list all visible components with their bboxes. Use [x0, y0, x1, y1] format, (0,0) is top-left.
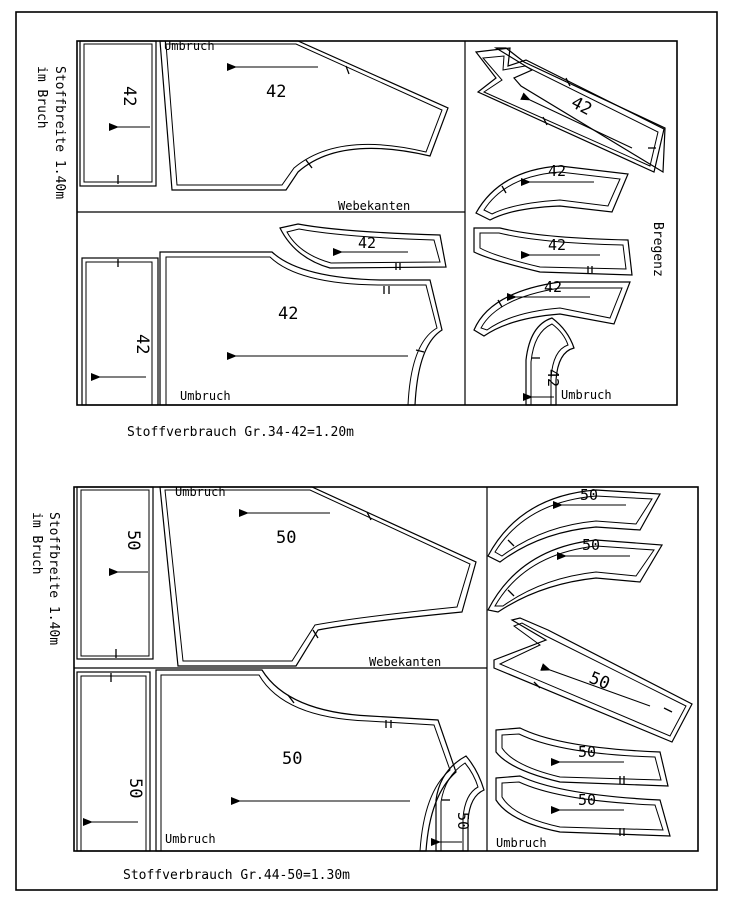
fold-note-label: im Bruch — [34, 66, 49, 129]
selvage-label: Webekanten — [369, 655, 442, 669]
size-label: 42 — [266, 82, 287, 102]
pattern-piece-front — [160, 487, 476, 666]
layout-2 — [29, 485, 698, 883]
fabric-width-label: Stoffbreite 1.40m — [52, 66, 67, 200]
pattern-piece-cuff — [476, 162, 628, 220]
pattern-piece-strip — [77, 672, 150, 851]
fold-label: Umbruch — [561, 388, 612, 402]
side-label: Bregenz — [650, 222, 665, 277]
size-label: 50 — [276, 528, 297, 548]
fabric-panel — [77, 41, 677, 405]
size-label: 42 — [544, 369, 562, 388]
pattern-piece-facing — [474, 278, 630, 336]
size-label: 50 — [125, 778, 145, 799]
size-label: 50 — [123, 530, 143, 551]
pattern-piece-collar — [280, 224, 446, 270]
pattern-piece-collar-band — [474, 228, 632, 275]
pattern-piece-sleeve — [476, 48, 665, 172]
size-label: 50 — [578, 791, 597, 809]
fold-label: Umbruch — [496, 836, 547, 850]
size-label: 50 — [578, 743, 597, 761]
consumption-label: Stoffverbrauch Gr.34-42=1.20m — [127, 425, 354, 440]
pattern-piece-sleeve — [494, 618, 692, 742]
fold-label: Umbruch — [180, 389, 231, 403]
size-label: 42 — [119, 86, 139, 107]
fold-note-label: im Bruch — [29, 512, 44, 575]
consumption-label: Stoffverbrauch Gr.44-50=1.30m — [123, 868, 350, 883]
fold-label: Umbruch — [165, 832, 216, 846]
pattern-piece-back — [156, 670, 456, 851]
size-label: 50 — [454, 812, 472, 831]
size-label: 50 — [580, 486, 599, 504]
pattern-piece-strip — [82, 258, 158, 405]
size-label: 50 — [586, 668, 613, 695]
pattern-piece-cuff — [488, 486, 660, 562]
selvage-label: Webekanten — [338, 199, 411, 213]
size-label: 42 — [358, 234, 377, 252]
layout-1 — [34, 39, 677, 440]
size-label: 42 — [548, 162, 567, 180]
size-label: 42 — [132, 334, 152, 355]
size-label: 50 — [282, 749, 303, 769]
size-label: 42 — [548, 236, 567, 254]
size-label: 42 — [567, 92, 596, 121]
size-label: 42 — [278, 304, 299, 324]
pattern-piece-strip — [77, 487, 153, 659]
page-frame — [16, 12, 717, 890]
pattern-piece-front — [160, 41, 448, 190]
pattern-piece-strip — [80, 41, 156, 186]
pattern-piece-back — [160, 252, 442, 405]
fabric-panel — [74, 487, 698, 851]
size-label: 50 — [582, 536, 601, 554]
fold-label: Umbruch — [175, 485, 226, 499]
size-label: 42 — [544, 278, 563, 296]
pattern-piece-placket — [436, 756, 484, 851]
fabric-width-label: Stoffbreite 1.40m — [46, 512, 61, 646]
fold-label: Umbruch — [164, 39, 215, 53]
